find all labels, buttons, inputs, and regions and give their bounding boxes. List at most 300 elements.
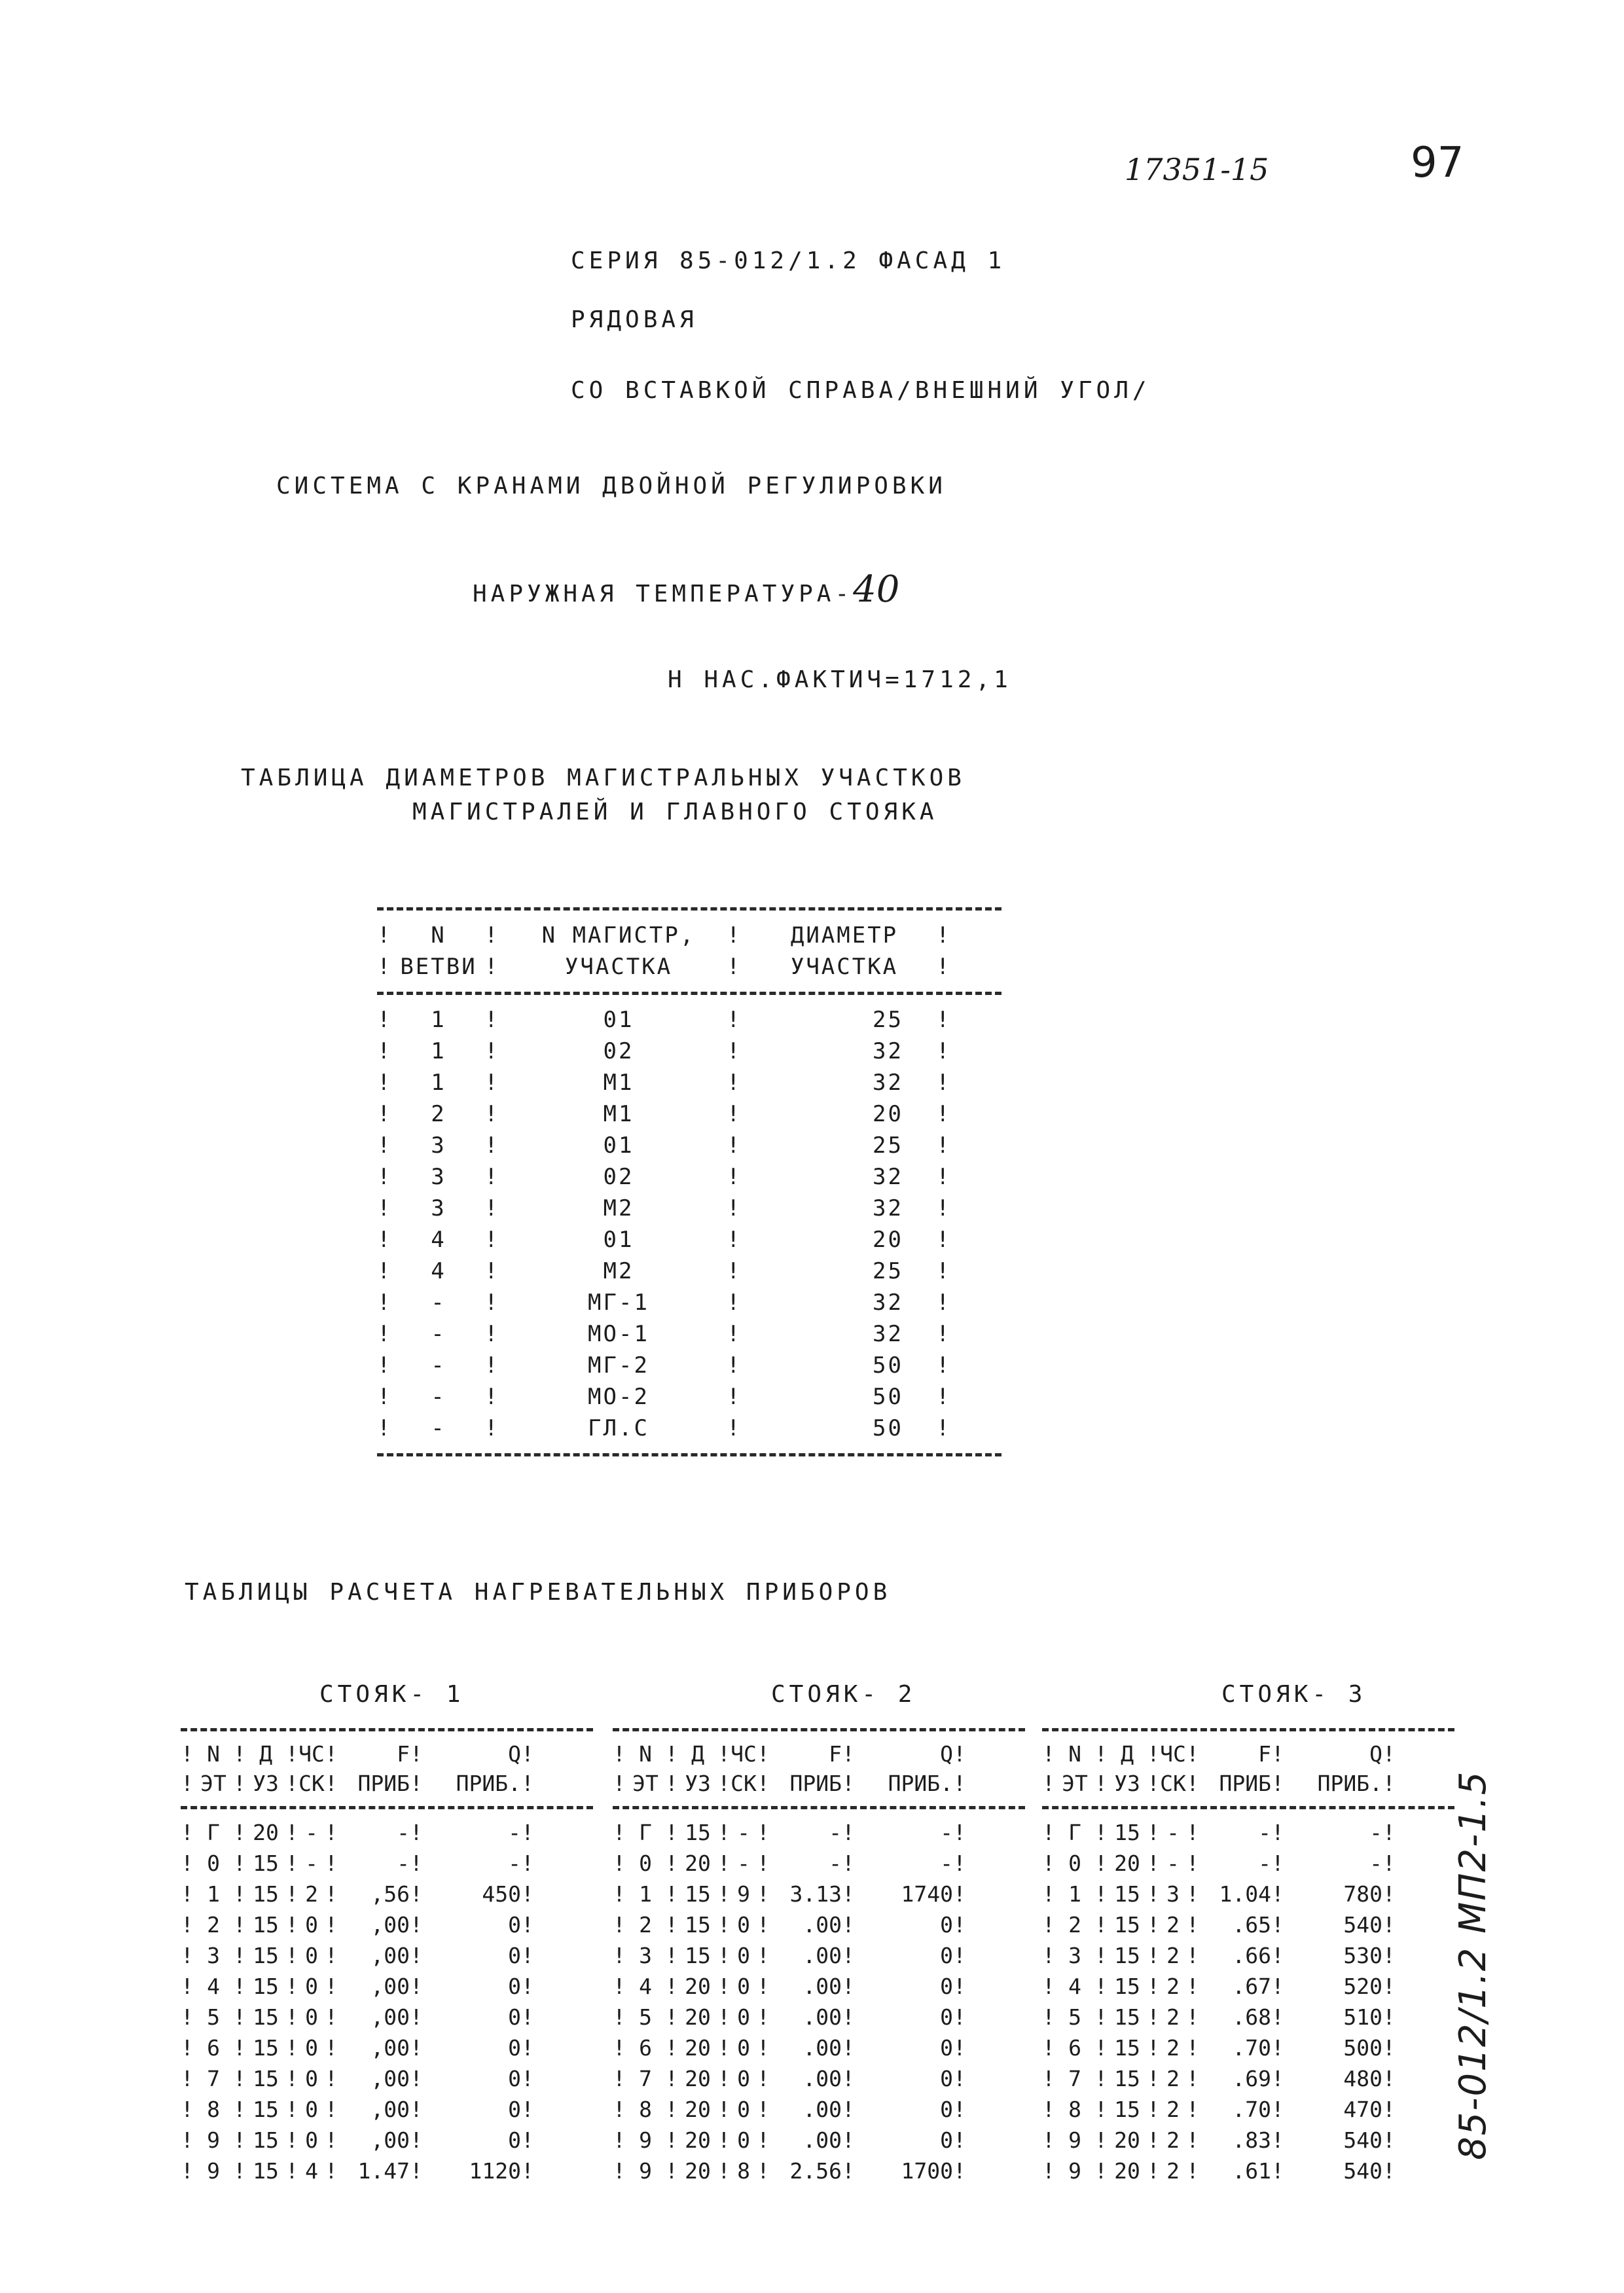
header-cell: N	[431, 922, 446, 948]
separator: !	[842, 1912, 855, 1938]
table-cell: 780	[1343, 1881, 1382, 1907]
separator: !	[1186, 1741, 1199, 1767]
separator: !	[953, 1974, 966, 1999]
separator: !	[1094, 1741, 1108, 1767]
table-cell: -	[431, 1352, 446, 1379]
table-row	[613, 1848, 1025, 1879]
separator: !	[665, 2066, 678, 2091]
separator: !	[233, 2066, 246, 2091]
table-cell: 20	[873, 1227, 903, 1253]
table-cell: 0	[737, 2035, 750, 2061]
row-type-line: РЯДОВАЯ	[571, 306, 698, 333]
table-row	[613, 2094, 1025, 2125]
table-cell: 2	[1166, 2004, 1180, 2030]
separator: !	[1271, 1741, 1284, 1767]
separator: !	[1382, 1820, 1396, 1845]
separator: !	[1042, 1820, 1055, 1845]
table-cell: 1.47	[357, 2158, 410, 2184]
series-line: СЕРИЯ 85-012/1.2 ФАСАД 1	[571, 247, 1006, 274]
table-cell: 0	[737, 1974, 750, 1999]
table-cell: МО-1	[588, 1321, 649, 1347]
separator: !	[665, 1881, 678, 1907]
separator: !	[665, 2127, 678, 2153]
separator: !	[410, 1943, 423, 1968]
separator: !	[285, 1741, 298, 1767]
separator: !	[484, 1227, 500, 1253]
separator: !	[727, 1164, 742, 1190]
separator: !	[521, 2127, 534, 2153]
separator: !	[665, 1771, 678, 1796]
table-row	[1042, 2032, 1454, 2063]
table-cell: ,00	[370, 2097, 410, 2122]
separator: !	[410, 2004, 423, 2030]
separator: !	[484, 1352, 500, 1379]
separator: !	[1271, 2158, 1284, 2184]
table-cell: 32	[873, 1290, 903, 1316]
separator: !	[1147, 1974, 1160, 1999]
separator: !	[936, 1321, 952, 1347]
separator: !	[613, 2035, 626, 2061]
separator: !	[953, 2066, 966, 2091]
table-cell: 32	[873, 1321, 903, 1347]
table-cell: -	[1369, 1851, 1382, 1876]
table-cell: 4	[639, 1974, 652, 1999]
divider	[377, 907, 1001, 911]
separator: !	[1094, 1771, 1108, 1796]
table-cell: 7	[639, 2066, 652, 2091]
separator: !	[521, 2097, 534, 2122]
table-row	[181, 2063, 593, 2094]
table-cell: ЧС	[731, 1741, 757, 1767]
separator: !	[1382, 2158, 1396, 2184]
table-cell: СК	[731, 1771, 757, 1796]
table-cell: 540	[1343, 2158, 1382, 2184]
table-cell: -	[829, 1820, 842, 1845]
separator: !	[521, 2158, 534, 2184]
table-cell: 0	[508, 2066, 521, 2091]
separator: !	[727, 1227, 742, 1253]
table-cell: Q	[940, 1741, 953, 1767]
separator: !	[613, 2127, 626, 2153]
table-body	[377, 1004, 1001, 1444]
separator: !	[233, 1741, 246, 1767]
separator: !	[757, 1912, 770, 1938]
table-cell: 3	[431, 1195, 446, 1221]
separator: !	[757, 1820, 770, 1845]
separator: !	[181, 2066, 194, 2091]
table-cell: ПРИБ.	[888, 1771, 953, 1796]
table-row	[1042, 2156, 1454, 2186]
separator: !	[325, 2066, 338, 2091]
table-cell: 3.13	[789, 1881, 842, 1907]
table-cell: 3	[1166, 1881, 1180, 1907]
separator: !	[953, 1851, 966, 1876]
table-cell: 0	[940, 1943, 953, 1968]
separator: !	[1186, 2158, 1199, 2184]
table-cell: -	[431, 1384, 446, 1410]
separator: !	[1271, 2035, 1284, 2061]
table-header-row	[181, 1739, 593, 1769]
table-cell: 2	[639, 1912, 652, 1938]
table-cell: Д	[259, 1741, 272, 1767]
separator: !	[842, 1771, 855, 1796]
separator: !	[665, 2035, 678, 2061]
table-cell: .69	[1232, 2066, 1271, 2091]
table-cell: .67	[1232, 1974, 1271, 1999]
table-cell: 3	[431, 1164, 446, 1190]
table-cell: 20	[685, 1974, 711, 1999]
separator: !	[842, 1943, 855, 1968]
table-cell: 0	[508, 1943, 521, 1968]
separator: !	[325, 1912, 338, 1938]
table-cell: 20	[685, 2097, 711, 2122]
separator: !	[521, 2004, 534, 2030]
separator: !	[717, 1943, 731, 1968]
table-cell: 20	[685, 2035, 711, 2061]
separator: !	[1382, 2097, 1396, 2122]
table-header-row: ! ВЕТВИ ! УЧАСТКА ! УЧАСТКА !	[377, 954, 952, 980]
table-cell: 0	[737, 1912, 750, 1938]
separator: !	[1042, 1851, 1055, 1876]
table-cell: N	[639, 1741, 652, 1767]
table-cell: Г	[639, 1820, 652, 1845]
table-cell: 15	[1114, 1820, 1140, 1845]
separator: !	[410, 2066, 423, 2091]
separator: !	[842, 1974, 855, 1999]
separator: !	[757, 1943, 770, 1968]
separator: !	[1271, 2097, 1284, 2122]
stoyak-1-title: СТОЯК- 1	[319, 1681, 465, 1708]
table-row	[613, 2125, 1025, 2156]
table-cell: .00	[803, 1912, 842, 1938]
table-header-row	[1042, 1739, 1454, 1769]
separator: !	[727, 1384, 742, 1410]
separator: !	[233, 1943, 246, 1968]
table-row	[181, 1940, 593, 1971]
separator: !	[1271, 1881, 1284, 1907]
separator: !	[285, 2004, 298, 2030]
table-cell: 0	[940, 2097, 953, 2122]
separator: !	[377, 1415, 393, 1441]
separator: !	[484, 1290, 500, 1316]
separator: !	[1147, 1912, 1160, 1938]
table-row	[377, 1255, 1001, 1287]
separator: !	[233, 1881, 246, 1907]
table-cell: 15	[253, 2035, 279, 2061]
table-cell: 3	[207, 1943, 220, 1968]
separator: !	[1147, 1943, 1160, 1968]
separator: !	[1186, 1820, 1199, 1845]
separator: !	[233, 2004, 246, 2030]
table-cell: 25	[873, 1007, 903, 1033]
separator: !	[285, 1974, 298, 1999]
table-cell: 0	[940, 1974, 953, 1999]
separator: !	[410, 1741, 423, 1767]
system-line: СИСТЕМА С КРАНАМИ ДВОЙНОЙ РЕГУЛИРОВКИ	[276, 473, 947, 499]
separator: !	[377, 1101, 393, 1127]
separator: !	[1094, 1912, 1108, 1938]
separator: !	[665, 2097, 678, 2122]
separator: !	[613, 2004, 626, 2030]
separator: !	[757, 1974, 770, 1999]
separator: !	[953, 1912, 966, 1938]
separator: !	[727, 1352, 742, 1379]
separator: !	[665, 1741, 678, 1767]
separator: !	[1094, 1974, 1108, 1999]
table-cell: 0	[639, 1851, 652, 1876]
table-cell: 15	[1114, 2004, 1140, 2030]
table-cell: 15	[1114, 1881, 1140, 1907]
header-cell: УЧАСТКА	[790, 954, 899, 980]
table-cell: 480	[1343, 2066, 1382, 2091]
table-cell: 1	[431, 1007, 446, 1033]
table-cell: .66	[1232, 1943, 1271, 1968]
table-cell: -	[431, 1290, 446, 1316]
document-code: 17351-15	[1125, 152, 1269, 187]
separator: !	[377, 1195, 393, 1221]
separator: !	[181, 2004, 194, 2030]
table-cell: 6	[639, 2035, 652, 2061]
separator: !	[613, 1912, 626, 1938]
table-cell: -	[431, 1415, 446, 1441]
table-cell: 8	[1068, 2097, 1081, 2122]
separator: !	[285, 2097, 298, 2122]
table-cell: 1740	[901, 1881, 953, 1907]
table-cell: .70	[1232, 2035, 1271, 2061]
table-cell: 0	[305, 1912, 318, 1938]
separator: !	[484, 1195, 500, 1221]
table-cell: 25	[873, 1258, 903, 1284]
table-row	[613, 2032, 1025, 2063]
separator: !	[181, 1741, 194, 1767]
separator: !	[1094, 2066, 1108, 2091]
table-row	[613, 1909, 1025, 1940]
table-header-row	[1042, 1769, 1454, 1798]
table-cell: 4	[207, 1974, 220, 1999]
separator: !	[325, 1943, 338, 1968]
table-cell: 0	[508, 2127, 521, 2153]
separator: !	[325, 1741, 338, 1767]
table-cell: 2	[1166, 2097, 1180, 2122]
separator: !	[936, 1070, 952, 1096]
table-cell: 1	[207, 1881, 220, 1907]
table-row	[613, 1817, 1025, 1848]
table-row	[377, 1224, 1001, 1255]
separator: !	[181, 1820, 194, 1845]
table-cell: -	[1166, 1820, 1180, 1845]
table-cell: МГ-1	[588, 1290, 649, 1316]
table-cell: 4	[431, 1258, 446, 1284]
table-cell: МГ-2	[588, 1352, 649, 1379]
separator: !	[1186, 2035, 1199, 2061]
separator: !	[1271, 1820, 1284, 1845]
separator: !	[1186, 1881, 1199, 1907]
table-cell: 15	[253, 2004, 279, 2030]
table-cell: 1.04	[1219, 1881, 1271, 1907]
table-cell: -	[305, 1851, 318, 1876]
separator: !	[936, 1195, 952, 1221]
table-cell: .68	[1232, 2004, 1271, 2030]
table-cell: 9	[207, 2158, 220, 2184]
separator: !	[1382, 1851, 1396, 1876]
table-cell: 7	[207, 2066, 220, 2091]
separator: !	[1382, 2035, 1396, 2061]
separator: !	[727, 1195, 742, 1221]
table-cell: N	[207, 1741, 220, 1767]
separator: !	[1186, 2127, 1199, 2153]
separator: !	[757, 2066, 770, 2091]
table-cell: 5	[639, 2004, 652, 2030]
table-cell: 540	[1343, 1912, 1382, 1938]
separator: !	[936, 1101, 952, 1127]
table-cell: 0	[1068, 1851, 1081, 1876]
table-cell: 0	[508, 2004, 521, 2030]
separator: !	[233, 1912, 246, 1938]
table-row	[377, 1350, 1001, 1381]
separator: !	[953, 1771, 966, 1796]
header-cell: УЧАСТКА	[564, 954, 673, 980]
separator: !	[727, 1070, 742, 1096]
separator: !	[521, 1851, 534, 1876]
table-cell: .00	[803, 2127, 842, 2153]
separator: !	[953, 1820, 966, 1845]
diameter-table	[377, 898, 1001, 1466]
table-cell: .00	[803, 2097, 842, 2122]
separator: !	[285, 2158, 298, 2184]
table-cell: ПРИБ	[1219, 1771, 1271, 1796]
separator: !	[757, 2097, 770, 2122]
separator: !	[1382, 1741, 1396, 1767]
separator: !	[1042, 1974, 1055, 1999]
h-fact-line: Н НАС.ФАКТИЧ=1712,1	[668, 666, 1012, 693]
separator: !	[665, 2004, 678, 2030]
separator: !	[1382, 1974, 1396, 1999]
table-cell: 15	[685, 1820, 711, 1845]
table-cell: -	[940, 1851, 953, 1876]
separator: !	[1382, 1912, 1396, 1938]
separator: !	[410, 2158, 423, 2184]
separator: !	[410, 1771, 423, 1796]
table-cell: .00	[803, 1943, 842, 1968]
side-stamp: 85-012/1.2 МП2-1.5	[1452, 1770, 1494, 2160]
separator: !	[717, 1741, 731, 1767]
separator: !	[1186, 1851, 1199, 1876]
separator: !	[233, 2097, 246, 2122]
separator: !	[484, 1101, 500, 1127]
table-cell: 3	[1068, 1943, 1081, 1968]
table-row	[377, 1413, 1001, 1444]
table-cell: ,00	[370, 2004, 410, 2030]
separator: !	[1186, 2066, 1199, 2091]
table-cell: 0	[940, 2127, 953, 2153]
separator: !	[842, 2004, 855, 2030]
separator: !	[936, 1290, 952, 1316]
separator: !	[1271, 1974, 1284, 1999]
table-cell: 2	[207, 1912, 220, 1938]
divider	[181, 1806, 593, 1809]
separator: !	[410, 2097, 423, 2122]
table-cell: 0	[737, 2127, 750, 2153]
table-row	[1042, 1940, 1454, 1971]
separator: !	[936, 1258, 952, 1284]
table-cell: 15	[685, 1881, 711, 1907]
table-cell: М1	[603, 1101, 634, 1127]
separator: !	[285, 2127, 298, 2153]
separator: !	[521, 1820, 534, 1845]
table-cell: 0	[305, 2066, 318, 2091]
separator: !	[1147, 1771, 1160, 1796]
separator: !	[1271, 2127, 1284, 2153]
separator: !	[285, 1912, 298, 1938]
table-cell: 1700	[901, 2158, 953, 2184]
table-cell: 15	[253, 2066, 279, 2091]
table-row	[181, 2125, 593, 2156]
table-row	[181, 1971, 593, 2002]
separator: !	[953, 2097, 966, 2122]
separator: !	[1042, 2097, 1055, 2122]
separator: !	[727, 1258, 742, 1284]
separator: !	[1271, 1771, 1284, 1796]
table-cell: М2	[603, 1195, 634, 1221]
table-row	[1042, 1817, 1454, 1848]
table-row	[1042, 2125, 1454, 2156]
separator: !	[521, 1912, 534, 1938]
separator: !	[1042, 1741, 1055, 1767]
separator: !	[665, 2158, 678, 2184]
separator: !	[521, 1771, 534, 1796]
table-cell: 15	[253, 2097, 279, 2122]
table-cell: 2	[1166, 2035, 1180, 2061]
separator: !	[613, 1881, 626, 1907]
separator: !	[665, 1820, 678, 1845]
table-cell: 540	[1343, 2127, 1382, 2153]
table-cell: ЭТ	[1062, 1771, 1088, 1796]
table-cell: 15	[253, 1943, 279, 1968]
separator: !	[377, 1007, 393, 1033]
separator: !	[757, 2127, 770, 2153]
separator: !	[410, 1881, 423, 1907]
separator: !	[410, 1820, 423, 1845]
table-cell: Д	[1121, 1741, 1134, 1767]
separator: !	[233, 1974, 246, 1999]
temperature-label: НАРУЖНАЯ ТЕМПЕРАТУРА-	[473, 581, 854, 607]
separator: !	[613, 2097, 626, 2122]
separator: !	[613, 1741, 626, 1767]
divider	[377, 1453, 1001, 1456]
table-cell: 8	[207, 2097, 220, 2122]
table-row	[613, 2063, 1025, 2094]
separator: !	[285, 1881, 298, 1907]
separator: !	[727, 1415, 742, 1441]
separator: !	[717, 2127, 731, 2153]
separator: !	[325, 1851, 338, 1876]
separator: !	[1186, 1912, 1199, 1938]
table-cell: СК	[1160, 1771, 1186, 1796]
table-cell: ГЛ.С	[588, 1415, 649, 1441]
stoyak-2-table	[613, 1720, 1025, 2186]
table-cell: Г	[207, 1820, 220, 1845]
separator: !	[1042, 1943, 1055, 1968]
separator: !	[717, 2158, 731, 2184]
separator: !	[1271, 1912, 1284, 1938]
separator: !	[936, 1164, 952, 1190]
table-row	[1042, 2094, 1454, 2125]
table-cell: 50	[873, 1415, 903, 1441]
separator: !	[1186, 2004, 1199, 2030]
separator: !	[717, 1820, 731, 1845]
table-cell: 0	[737, 1943, 750, 1968]
table-cell: 0	[940, 2035, 953, 2061]
